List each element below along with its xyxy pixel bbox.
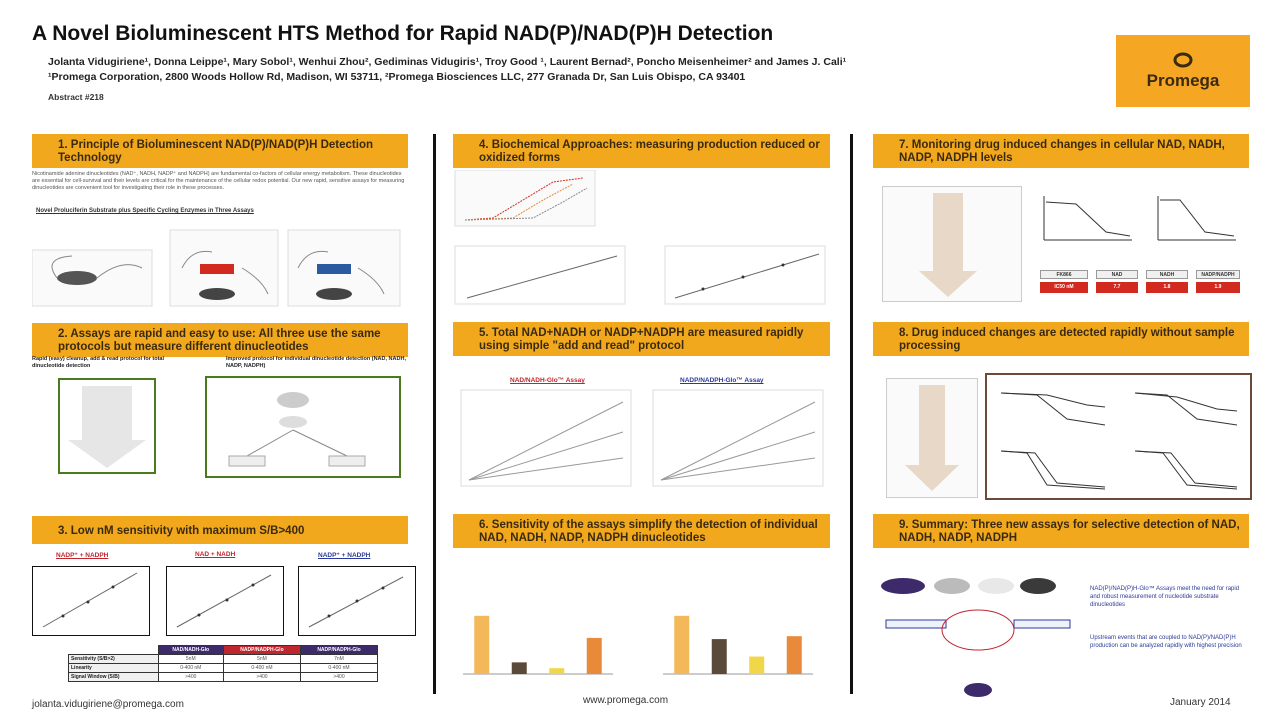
table-cell: 0-400 nM [223, 664, 300, 673]
s8-curves-panel [985, 373, 1252, 500]
s7-table-head: NAD [1096, 270, 1138, 279]
chart-bar [587, 638, 602, 674]
section-4-header: 4. Biochemical Approaches: measuring production reduced or oxidized forms [453, 134, 830, 168]
section-3-header: 3. Low nM sensitivity with maximum S/B>400 [32, 516, 408, 544]
footer-website[interactable]: www.promega.com [583, 695, 669, 706]
s9-summary-diagram [878, 572, 1078, 702]
footer-date: January 2014 [1170, 697, 1231, 708]
chart-bar [512, 662, 527, 674]
s6-bar-charts [453, 608, 830, 680]
section-2-right-caption: Improved protocol for individual dinucleotide detection (NAD, NADH, NADP, NADPH) [226, 356, 406, 369]
section-9-header: 9. Summary: Three new assays for selective detection of NAD, NADH, NADP, NADPH [873, 514, 1249, 548]
table-cell: 5nM [158, 655, 223, 664]
s4-figures [453, 170, 830, 310]
s3-label-2: NAD + NADH [195, 551, 236, 558]
table-cell: 7nM [300, 655, 377, 664]
s7-pathway-diagram [882, 186, 1022, 302]
s7-table-head: NADP/NADPH [1196, 270, 1240, 279]
section-7-header: 7. Monitoring drug induced changes in cellular NAD, NADH, NADP, NADPH levels [873, 134, 1249, 168]
diagram-panel-3 [288, 230, 400, 306]
protocol-box-right [205, 376, 401, 478]
logo-text: Promega [1146, 71, 1220, 90]
s3-curve-3 [298, 566, 416, 636]
promega-logo [1116, 35, 1250, 107]
footer-email[interactable]: jolanta.vidugiriene@promega.com [32, 699, 184, 710]
table-header: NADP/NADPH-Glo [300, 646, 377, 655]
abstract-number: Abstract #218 [48, 92, 104, 102]
s5-chart-title-1: NAD/NADH-Glo™ Assay [510, 377, 585, 384]
table-cell: >400 [300, 673, 377, 682]
protocol-arrow-graphic [60, 380, 154, 472]
poster-header [0, 0, 1280, 128]
s5-chart-title-2: NADP/NADPH-Glo™ Assay [680, 377, 764, 384]
s3-curve-2 [166, 566, 284, 636]
principle-diagram [32, 228, 408, 308]
s7-table-head: NADH [1146, 270, 1188, 279]
table-cell: >400 [223, 673, 300, 682]
table-row-label: Sensitivity (S/B>2) [69, 655, 159, 664]
table-row-label: Linearity [69, 664, 159, 673]
table-cell: >400 [158, 673, 223, 682]
diagram-panel-1 [32, 250, 152, 306]
s7-table-value: 1.8 [1146, 282, 1188, 293]
promega-logo-icon [1172, 51, 1194, 69]
table-row [69, 664, 378, 673]
diagram-panel-2 [170, 230, 278, 306]
s5-charts [453, 388, 830, 498]
s9-bullet-1: NAD(P)/NAD(P)H-Glo™ Assays meet the need for rapid and robust measurement of nucleotide substrate dinucleotides [1090, 586, 1240, 608]
chart-bar [474, 616, 489, 674]
table-header: NAD/NADH-Glo [158, 646, 223, 655]
table-row [69, 673, 378, 682]
table-header: NADP/NADPH-Glo [223, 646, 300, 655]
chart-bar [674, 616, 689, 674]
section-1-header: 1. Principle of Bioluminescent NAD(P)/NAD(P)H Detection Technology [32, 134, 408, 168]
column-divider-2 [850, 134, 853, 694]
column-divider-1 [433, 134, 436, 694]
section-2-left-caption: Rapid (easy) cleanup, add & read protocol for total dinucleotide detection [32, 356, 165, 369]
table-row-label: Signal Window (S/B) [69, 673, 159, 682]
s7-table-value: 7.7 [1096, 282, 1138, 293]
protocol-box-left [58, 378, 156, 474]
affiliation: ¹Promega Corporation, 2800 Woods Hollow Rd, Madison, WI 53711, ²Promega Biosciences LLC, 277 Granada Dr, San Luis Obispo, CA 93401 [48, 71, 746, 83]
s7-table-value: IC50 nM [1040, 282, 1088, 293]
table-row [69, 655, 378, 664]
table-cell: 5nM [223, 655, 300, 664]
table-cell: 0-400 nM [158, 664, 223, 673]
s7-curve-1 [1036, 192, 1136, 244]
protocol-flow-graphic [207, 378, 399, 476]
s3-curve-1 [32, 566, 150, 636]
section-8-header: 8. Drug induced changes are detected rapidly without sample processing [873, 322, 1249, 356]
s7-table-head: FK866 [1040, 270, 1088, 279]
s3-label-1: NADP⁺ + NADPH [56, 552, 109, 559]
section-2-header: 2. Assays are rapid and easy to use: All three use the same protocols but measure different dinucleotides [32, 323, 408, 357]
poster-title: A Novel Bioluminescent HTS Method for Rapid NAD(P)/NAD(P)H Detection [32, 22, 774, 45]
table-cell: 0-400 nM [300, 664, 377, 673]
chart-bar [549, 668, 564, 674]
s7-table-value: 1.9 [1196, 282, 1240, 293]
author-list: Jolanta Vidugiriene¹, Donna Leippe¹, Mary Sobol¹, Wenhui Zhou², Gediminas Vidugiris¹, Troy Good ¹, Laurent Bernad², Poncho Meisenheimer² and James J. Cali¹ [48, 56, 847, 68]
section-1-text: Nicotinamide adenine dinucleotides (NAD⁺, NADH, NADP⁺ and NADPH) are fundamental co-factors of cellular energy metabolism. These dinucleotides are essential for cell-survival and their levels are critical for the maintenance of the cellular redox potential. Our new rapid, sensitive assays for measuring dinucleotides are convenient tool for investigating their role in these processes. [32, 171, 405, 191]
section-5-header: 5. Total NAD+NADH or NADP+NADPH are measured rapidly using simple "add and read" protocol [453, 322, 830, 356]
section-1-subtitle: Novel Proluciferin Substrate plus Specific Cycling Enzymes in Three Assays [36, 208, 254, 214]
chart-bar [712, 639, 727, 674]
chart-bar [749, 657, 764, 674]
s7-curve-2 [1150, 192, 1240, 244]
s9-bullet-2: Upstream events that are coupled to NAD(P)/NAD(P)H production can be analyzed rapidly with highest precision [1090, 635, 1242, 649]
chart-bar [787, 636, 802, 674]
table-row [69, 646, 378, 655]
s8-protocol-diagram [886, 378, 978, 498]
section-6-header: 6. Sensitivity of the assays simplify the detection of individual NAD, NADH, NADP, NADPH dinucleotides [453, 514, 830, 548]
sensitivity-table [68, 645, 378, 682]
s3-label-3: NADP⁺ + NADPH [318, 552, 371, 559]
